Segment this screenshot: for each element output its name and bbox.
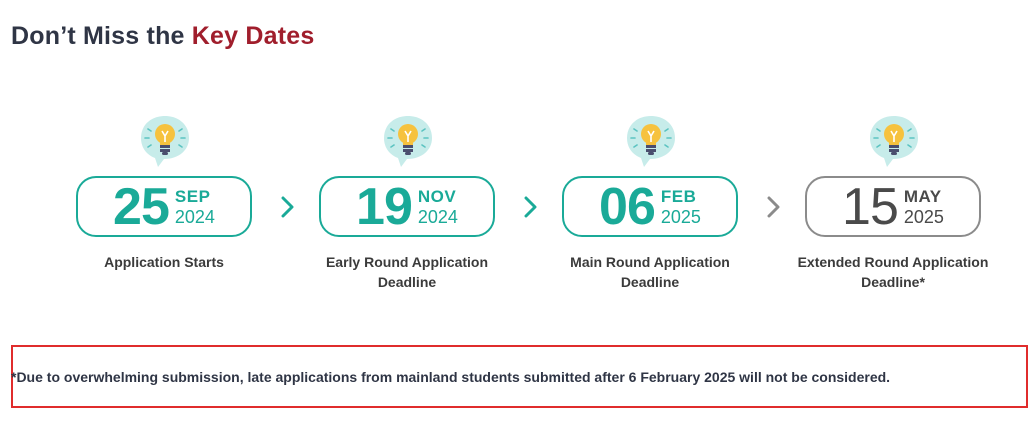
date-pill — [805, 176, 981, 237]
chevron-right-icon — [524, 196, 538, 218]
date-pill — [76, 176, 252, 237]
step-label: Extended Round Application Deadline* — [797, 254, 989, 290]
title-prefix: Don’t Miss the — [11, 22, 192, 50]
lightbulb-icon — [865, 112, 923, 170]
date-month-year — [661, 188, 701, 226]
lightbulb-icon — [622, 112, 680, 170]
date-day: 06 — [599, 177, 655, 236]
timeline-step-early-round — [319, 112, 499, 302]
date-year: 2024 — [174, 206, 215, 227]
notice-box — [11, 345, 1028, 408]
title-highlight: Key Dates — [191, 22, 315, 50]
date-month: FEB — [660, 186, 697, 206]
date-month-year — [418, 188, 458, 226]
step-label: Early Round Application Deadline — [325, 254, 489, 290]
step-label: Main Round Application Deadline — [570, 254, 730, 290]
date-day: 15 — [842, 177, 898, 236]
date-month: SEP — [174, 186, 211, 206]
date-month-year — [175, 188, 215, 226]
date-year: 2024 — [417, 206, 458, 227]
timeline-step-main-round — [562, 112, 742, 302]
date-year: 2025 — [903, 206, 944, 227]
lightbulb-icon — [136, 112, 194, 170]
timeline-step-application-starts — [76, 112, 256, 302]
chevron-right-icon — [281, 196, 295, 218]
timeline-step-extended-round — [797, 112, 989, 302]
chevron-right-icon — [767, 196, 781, 218]
lightbulb-icon — [379, 112, 437, 170]
notice-text: *Due to overwhelming submission, late applications from mainland students submitted after 6 February 2025 will not be considered. — [11, 368, 891, 385]
date-day: 19 — [356, 177, 412, 236]
date-year: 2025 — [660, 206, 701, 227]
date-month-year — [904, 188, 944, 226]
date-month: MAY — [903, 186, 942, 206]
date-day: 25 — [113, 177, 169, 236]
step-label: Application Starts — [104, 254, 224, 270]
date-pill — [562, 176, 738, 237]
date-pill — [319, 176, 495, 237]
date-month: NOV — [417, 186, 457, 206]
